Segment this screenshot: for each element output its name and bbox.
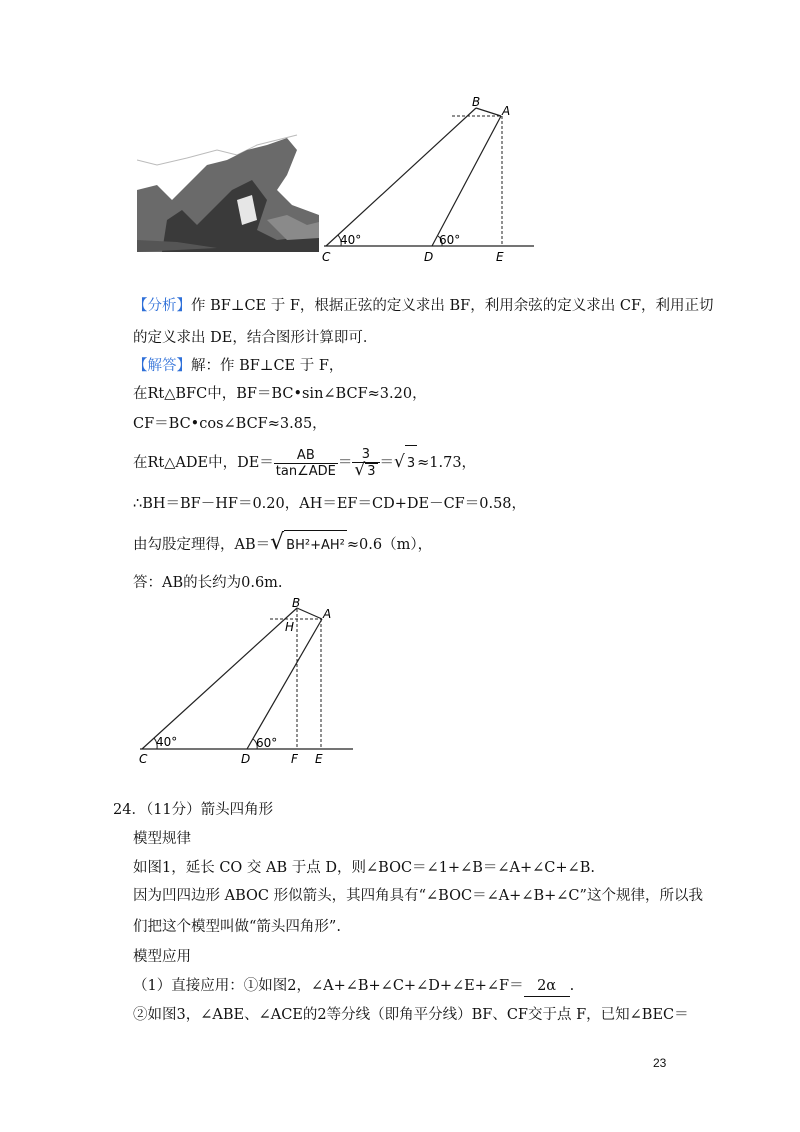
fraction-2-denominator: 3 — [367, 464, 376, 479]
de-result: ≈1.73， — [417, 455, 477, 471]
angle-D-label: 60° — [256, 736, 278, 750]
sqrt-bh-ah: BH²+AH² — [284, 530, 347, 561]
q24-heading-application: 模型应用 — [133, 949, 191, 965]
angle-C-label: 40° — [156, 735, 178, 749]
equals-2: ＝ — [379, 455, 394, 471]
q24-question-2: ②如图3，∠ABE、∠ACE的2等分线（即角平分线）BF、CF交于点 F，已知∠BEC＝ — [133, 1007, 689, 1023]
solution-line-5 — [133, 528, 432, 558]
cliff-photo — [137, 130, 319, 252]
fraction-ab-over-tan — [274, 448, 338, 479]
label-D: D — [241, 752, 251, 766]
analysis-tag: 【分析】 — [133, 298, 191, 314]
label-C: C — [139, 752, 148, 766]
page-number: 23 — [653, 1056, 667, 1070]
solution-line-1: 在Rt△BFC中，BF＝BC•sin∠BCF≈3.20， — [133, 386, 427, 402]
solution-intro: 解：作 BF⊥CE 于 F， — [191, 358, 344, 374]
angle-D-label: 60° — [439, 233, 461, 247]
answer-blank: 2α — [524, 976, 570, 997]
radical-icon: √ — [270, 530, 285, 555]
q24-question-1 — [133, 976, 574, 997]
solution-line-3 — [133, 444, 476, 480]
q24-title: 24．（11分）箭头四角形 — [113, 802, 274, 818]
fraction-2-numerator: 3 — [352, 447, 379, 463]
solution-line-intro — [133, 356, 343, 376]
analysis-text-2: 的定义求出 DE，结合图形计算即可． — [133, 330, 378, 346]
ab-prefix: 由勾股定理得，AB＝ — [133, 537, 271, 553]
label-B: B — [292, 596, 301, 610]
analysis-line-1 — [133, 296, 714, 316]
label-D: D — [424, 250, 434, 264]
q24-question-1-text: （1）直接应用：①如图2，∠A+∠B+∠C+∠D+∠E+∠F＝ — [133, 978, 524, 994]
q24-paragraph-3: 们把这个模型叫做“箭头四角形”. — [133, 919, 341, 935]
figure-1 — [320, 95, 540, 265]
label-F: F — [291, 752, 298, 766]
label-E: E — [315, 752, 323, 766]
solution-line-4: ∴BH＝BF－HF＝0.20，AH＝EF＝CD+DE－CF＝0.58， — [133, 496, 527, 512]
radical-icon: √ — [354, 460, 366, 480]
label-C: C — [322, 250, 331, 264]
analysis-text-1: 作 BF⊥CE 于 F，根据正弦的定义求出 BF，利用余弦的定义求出 CF，利用正切 — [191, 298, 714, 314]
ab-result: ≈0.6（m）， — [346, 537, 433, 553]
q24-heading-rule: 模型规律 — [133, 831, 191, 847]
q24-question-1-end: . — [569, 978, 575, 994]
solution-answer: 答：AB的长约为0.6m. — [133, 575, 283, 591]
q24-paragraph-2: 因为凹四边形 ABOC 形似箭头，其四角具有“∠BOC＝∠A+∠B+∠C”这个规律，所以我 — [133, 888, 703, 904]
label-E: E — [496, 250, 504, 264]
fraction-1-numerator: AB — [274, 448, 338, 464]
label-A: A — [323, 607, 332, 621]
q24-paragraph-1: 如图1，延长 CO 交 AB 于点 D，则∠BOC＝∠1+∠B＝∠A+∠C+∠B. — [133, 860, 595, 876]
label-B: B — [472, 95, 481, 109]
sqrt-3: 3 — [405, 445, 417, 482]
angle-C-label: 40° — [340, 233, 362, 247]
figure-2 — [135, 595, 365, 770]
fraction-1-denominator: tan∠ADE — [275, 463, 336, 479]
label-A: A — [502, 104, 511, 118]
equals-1: ＝ — [337, 455, 353, 471]
de-prefix: 在Rt△ADE中，DE＝ — [133, 455, 274, 471]
solution-line-2: CF＝BC•cos∠BCF≈3.85， — [133, 416, 327, 432]
solution-tag: 【解答】 — [133, 358, 191, 374]
radical-icon: √ — [394, 452, 405, 472]
fraction-3-over-sqrt3 — [352, 447, 379, 479]
label-H: H — [285, 620, 295, 634]
